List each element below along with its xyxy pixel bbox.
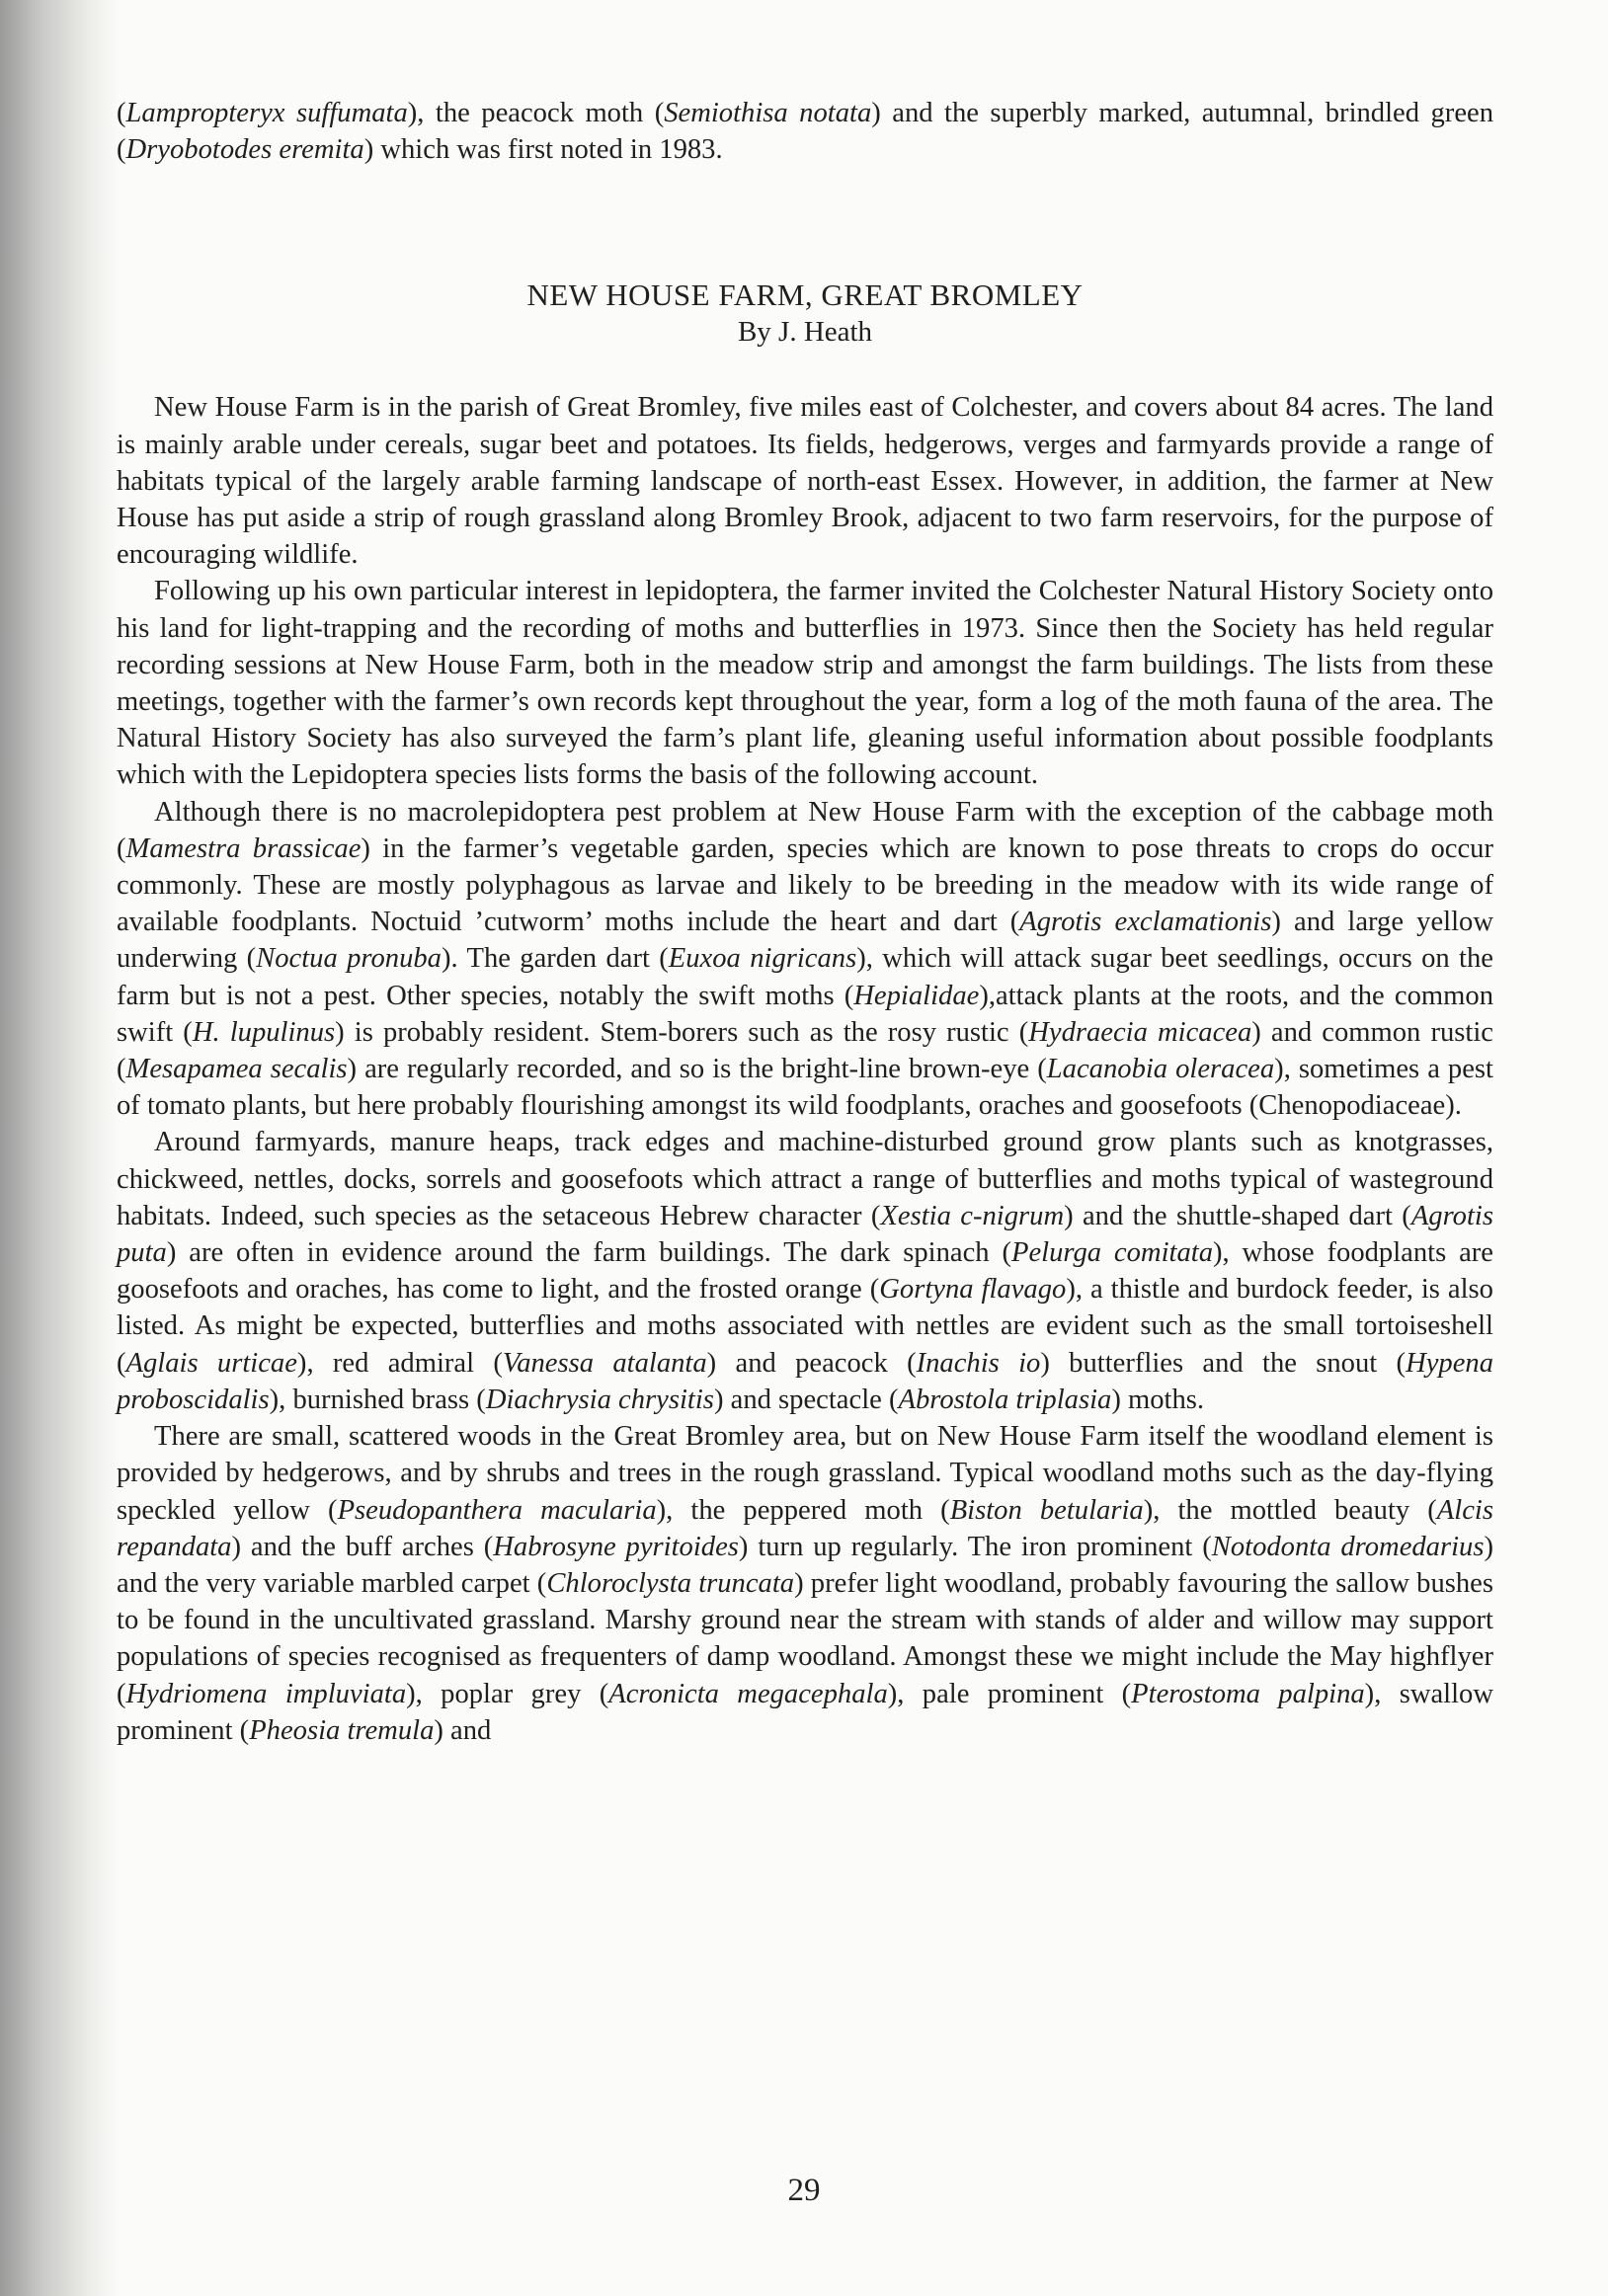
text-run: ), the mottled beauty ( (1143, 1494, 1437, 1526)
species-name: Semiothisa notata (664, 98, 872, 128)
text-run: ), which will attack sugar beet seedlings, occurs on the farm but is not a pest. Other species, notably the swift moths ( (117, 943, 1493, 1011)
article-body (117, 389, 1493, 1749)
page-body (117, 95, 1493, 1749)
species-name: Xestia c-nigrum (880, 1200, 1065, 1231)
text-run: ) and (434, 1714, 492, 1746)
text-run: Although there is no macrolepidoptera pest problem at New House Farm with the exception of the cabbage moth ( (117, 796, 1493, 864)
species-name: Agrotis exclamationis (1019, 907, 1272, 938)
text-run: ), the peppered moth ( (656, 1494, 950, 1526)
text-run: Around farmyards, manure heaps, track edges and machine-disturbed ground grow plants such as knotgrasses, chickweed, nettles, docks, sorrels and goosefoots which attract a range of butterflies and moths typical of wasteground habitats. Indeed, such species as the setaceous Hebrew character ( (117, 1127, 1493, 1231)
paragraph (117, 794, 1493, 1125)
article-heading (117, 277, 1493, 350)
text-run: ),attack plants at the roots, and the common swift ( (117, 980, 1493, 1048)
species-name: Habrosyne pyritoides (493, 1531, 739, 1562)
text-run: ) and the buff arches ( (231, 1531, 494, 1562)
text-run: ). The garden dart ( (441, 943, 669, 975)
species-name: H. lupulinus (192, 1016, 336, 1048)
text-run: There are small, scattered woods in the Great Bromley area, but on New House Farm itself the woodland element is provided by hedgerows, and by shrubs and trees in the rough grassland. Typical woodland moths such as the day-flying speckled yellow ( (117, 1421, 1493, 1526)
continuation-paragraph (117, 95, 1493, 168)
species-name: Lampropteryx suffumata (125, 98, 408, 128)
text-run: ) and the very variable marbled carpet ( (117, 1531, 1494, 1599)
text-run: ) and common rustic ( (117, 1016, 1493, 1085)
species-name: Pseudopanthera macularia (337, 1494, 657, 1526)
text-run: ) prefer light woodland, probably favouring the sallow bushes to be found in the uncultivated grassland. Marshy ground near the stream with stands of alder and willow may support populations of species recognised as frequenters of damp woodland. Amongst these we might include the May highflyer ( (117, 1567, 1493, 1709)
species-name: Chloroclysta truncata (546, 1567, 795, 1599)
species-name: Alcis repandata (117, 1494, 1493, 1562)
text-run: ) and peacock ( (706, 1347, 917, 1379)
species-name: Euxoa nigricans (668, 943, 857, 975)
species-name: Abrostola triplasia (898, 1384, 1112, 1415)
text-run: ) in the farmer’s vegetable garden, species which are known to pose threats to crops do occur commonly. These are mostly polyphagous as larvae and likely to be breeding in the meadow with its wide range of available foodplants. Noctuid ’cutworm’ moths include the heart and dart ( (117, 832, 1493, 938)
article-byline: By J. Heath (737, 316, 873, 349)
species-name: Mamestra brassicae (125, 832, 362, 864)
species-name: Agrotis puta (117, 1200, 1493, 1269)
text-run: ) moths. (1111, 1384, 1205, 1415)
species-name: Pheosia tremula (249, 1714, 435, 1746)
paragraph (117, 573, 1493, 793)
text-run: ), red admiral ( (296, 1347, 503, 1379)
text-run: ), swallow prominent ( (117, 1678, 1493, 1746)
species-name: Hydriomena impluviata (125, 1678, 407, 1709)
species-name: Pelurga comitata (1010, 1237, 1213, 1269)
species-name: Noctua pronuba (256, 943, 442, 975)
text-run: ) and large yellow underwing ( (117, 907, 1493, 975)
species-name: Gortyna flavago (879, 1274, 1067, 1306)
text-run: ) is probably resident. Stem-borers such as the rosy rustic ( (335, 1016, 1029, 1048)
species-name: Hydraecia micacea (1028, 1016, 1252, 1048)
species-name: Dryobotodes eremita (125, 134, 364, 166)
species-name: Diachrysia chrysitis (485, 1384, 714, 1415)
text-run: ) are often in evidence around the farm buildings. The dark spinach ( (166, 1237, 1011, 1269)
text-run: ) butterflies and the snout ( (1040, 1347, 1407, 1379)
species-name: Lacanobia oleracea (1046, 1054, 1275, 1085)
text-run: ) which was first noted in 1983. (363, 134, 723, 166)
text-run: ), whose foodplants are goosefoots and oraches, has come to light, and the frosted orange ( (117, 1237, 1493, 1306)
paragraph (117, 389, 1493, 573)
page-number: 29 (787, 2173, 821, 2208)
species-name: Acronicta megacephala (608, 1678, 888, 1709)
species-name: Mesapamea secalis (125, 1054, 348, 1085)
text-run: Following up his own particular interest in lepidoptera, the farmer invited the Colchester Natural History Society onto his land for light-trapping and the recording of moths and butterflies in 1973. Since then the Society has held regular recording sessions at New House Farm, both in the meadow strip and amongst the farm buildings. The lists from these meetings, together with the farmer’s own records kept throughout the year, form a log of the moth fauna of the area. The Natural History Society has also surveyed the farm’s plant life, gleaning useful information about possible foodplants which with the Lepidoptera species lists forms the basis of the following account. (117, 576, 1493, 791)
text-run: ( (117, 98, 126, 128)
text-run: ) and the shuttle-shaped dart ( (1064, 1200, 1411, 1231)
species-name: Hypena proboscidalis (117, 1347, 1493, 1415)
text-run: ), poplar grey ( (406, 1678, 609, 1709)
text-run: ) turn up regularly. The iron prominent ( (738, 1531, 1212, 1562)
text-run: ) and the superbly marked, autumnal, brindled green ( (117, 98, 1494, 166)
text-run: ) are regularly recorded, and so is the bright-line brown-eye ( (347, 1054, 1047, 1085)
paragraph (117, 1418, 1493, 1749)
text-run: ) and spectacle ( (713, 1384, 899, 1415)
text-run: ), burnished brass ( (269, 1384, 486, 1415)
species-name: Pterostoma palpina (1131, 1678, 1365, 1709)
species-name: Notodonta dromedarius (1211, 1531, 1485, 1562)
article-title: NEW HOUSE FARM, GREAT BROMLEY (526, 277, 1084, 313)
species-name: Vanessa atalanta (502, 1347, 707, 1379)
text-run: ), the peacock moth ( (407, 98, 665, 128)
text-run: ), a thistle and burdock feeder, is also listed. As might be expected, butterflies and moths associated with nettles are evident such as the small tortoiseshell ( (117, 1274, 1493, 1379)
text-run: New House Farm is in the parish of Great Bromley, five miles east of Colchester, and covers about 84 acres. The land is mainly arable under cereals, sugar beet and potatoes. Its fields, hedgerows, verges and farmyards provide a range of habitats typical of the largely arable farming landscape of north-east Essex. However, in addition, the farmer at New House has put aside a strip of rough grassland along Bromley Brook, adjacent to two farm reservoirs, for the purpose of encouraging wildlife. (117, 392, 1493, 571)
binding-shadow (0, 0, 119, 2296)
species-name: Hepialidae (853, 980, 980, 1011)
paragraph (117, 1124, 1493, 1418)
species-name: Inachis io (916, 1347, 1041, 1379)
species-name: Aglais urticae (125, 1347, 297, 1379)
text-run: ), sometimes a pest of tomato plants, but here probably flourishing amongst its wild foodplants, oraches and goosefoots (Chenopodiaceae). (117, 1054, 1493, 1122)
species-name: Biston betularia (949, 1494, 1144, 1526)
text-run: ), pale prominent ( (887, 1678, 1132, 1709)
